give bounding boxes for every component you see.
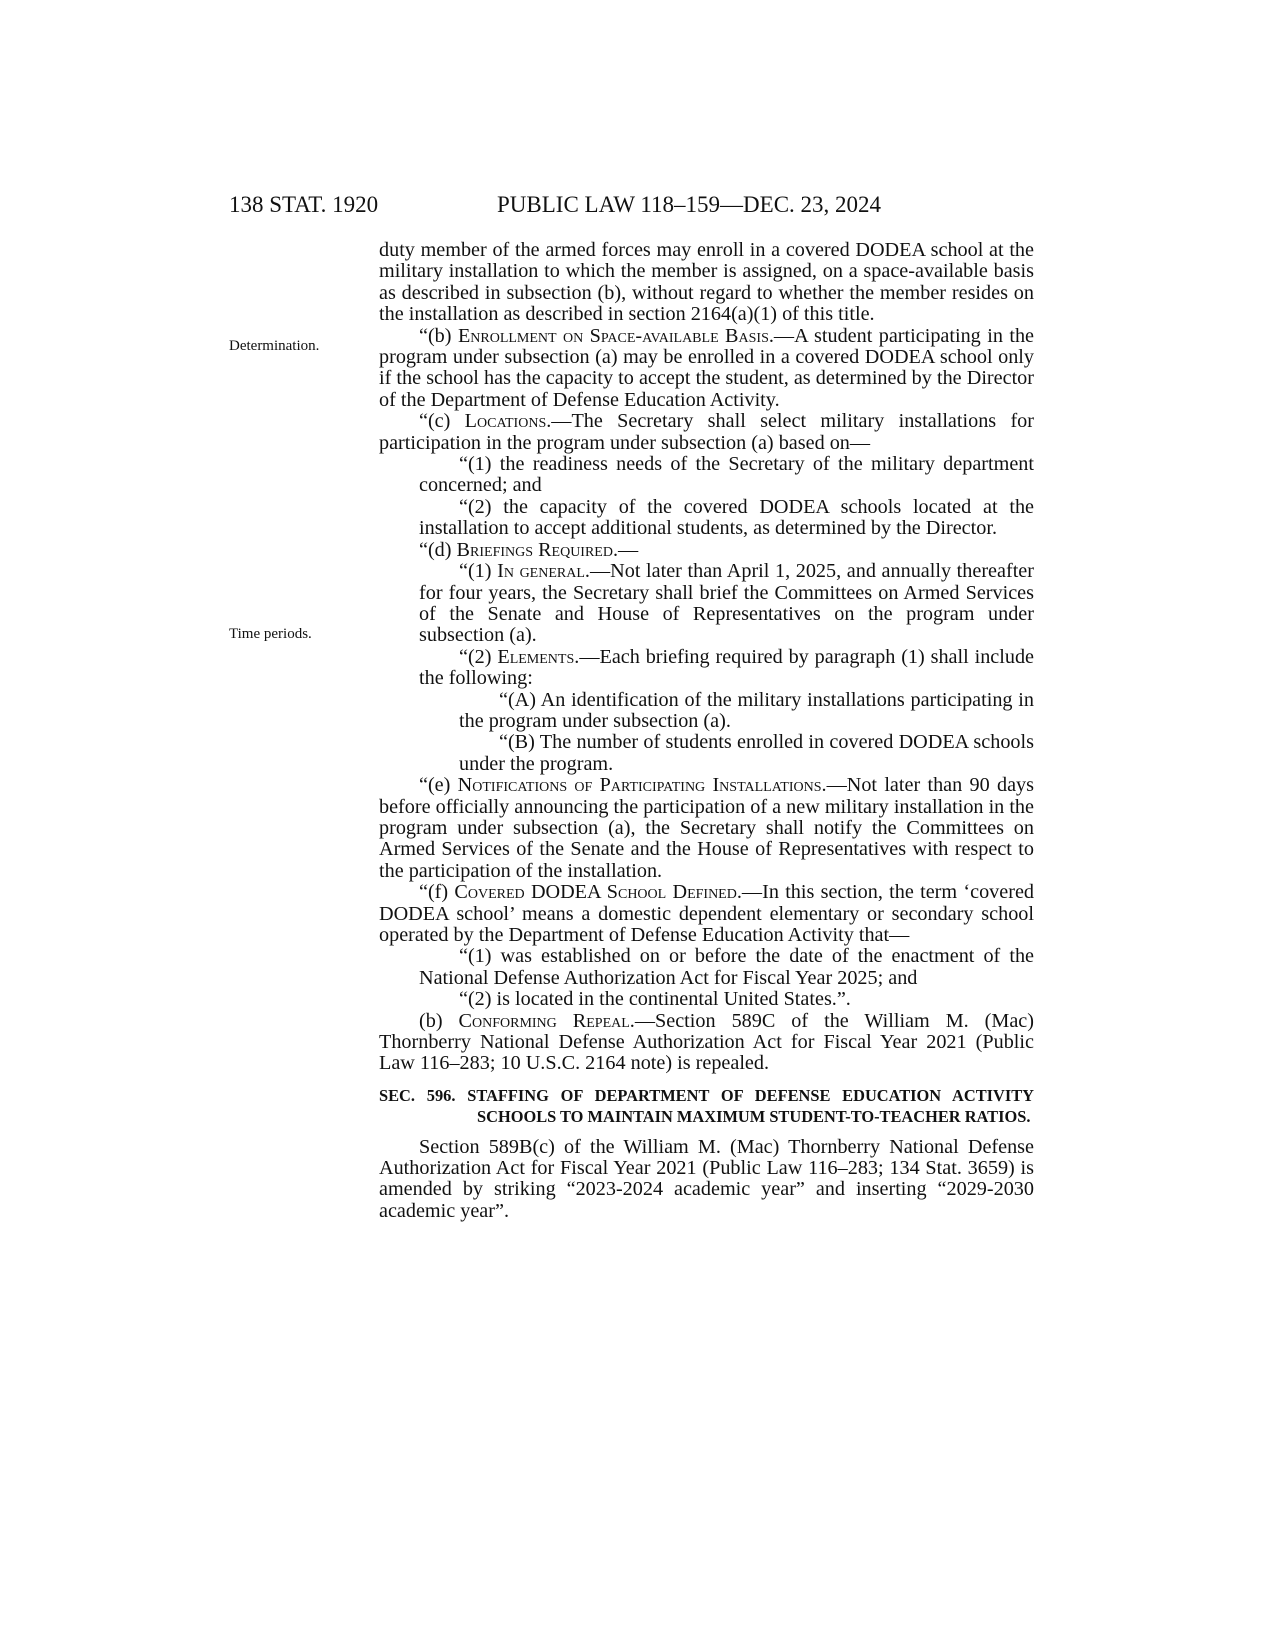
subsection-e-label: “(e)	[419, 774, 458, 797]
subsection-f-heading: Covered DODEA School Defined.	[454, 881, 742, 904]
subparagraph-d2a: “(A) An identification of the military installations participating in the program under subsection (a).	[459, 688, 1034, 732]
subsection-d-text: —	[618, 538, 639, 561]
paragraph-d2-heading: Elements.	[497, 645, 580, 668]
subsection-c-label: “(c)	[419, 410, 465, 433]
paragraph-c1: “(1) the readiness needs of the Secretary of the military department concerned; and	[419, 453, 1034, 497]
paragraph-d2-text: —Each briefing required by paragraph (1) shall include the following:	[419, 645, 1035, 690]
paragraph-d1-text: —Not later than April 1, 2025, and annually thereafter for four years, the Secretary shall brief the Committees on Armed Services of the Senate and House of Representatives on the program under subsection (a).	[419, 560, 1034, 647]
subsection-b	[379, 326, 1034, 412]
paragraph-c2: “(2) the capacity of the covered DODEA schools located at the installation to accept additional students, as determined by the Director.	[419, 495, 1034, 540]
paragraph-d1-label: “(1)	[459, 560, 498, 583]
law-title: PUBLIC LAW 118–159—DEC. 23, 2024	[497, 192, 882, 217]
subsection-b-label: “(b)	[419, 324, 458, 347]
conforming-repeal	[379, 1011, 1034, 1075]
section-596-heading: SEC. 596. STAFFING OF DEPARTMENT OF DEFENSE EDUCATION ACTIVITY SCHOOLS TO MAINTAIN MAXIMUM STUDENT-TO-TEACHER RATIOS.	[379, 1085, 1034, 1127]
subsection-f	[379, 882, 1034, 946]
margin-note-time-periods: Time periods.	[229, 626, 312, 642]
subsection-b-heading: Enrollment on Space-available Basis.	[457, 324, 774, 347]
subsection-d-label: “(d)	[419, 538, 457, 561]
subsection-d-heading: Briefings Required.	[456, 538, 619, 561]
subsection-e-text: —Not later than 90 days before officially announcing the participation of a new military installation in the program under subsection (a), the Secretary shall notify the Committees on Armed Services of the Senate and the House of Representatives with respect to the participation of the installation.	[379, 774, 1035, 882]
margin-note-determination: Determination.	[229, 338, 320, 354]
subsection-f-label: “(f)	[419, 881, 455, 904]
subsection-c	[379, 411, 1034, 454]
paragraph-f2: “(2) is located in the continental United States.”.	[459, 988, 851, 1011]
section-596-text: Section 589B(c) of the William M. (Mac) Thornberry National Defense Authorization Act for Fiscal Year 2021 (Public Law 116–283; 134 Stat. 3659) is amended by striking “2023-2024 academic year” and inserting “2029-2030 academic year”.	[379, 1135, 1034, 1222]
paragraph-d1	[379, 561, 1034, 647]
paragraph-continuation: duty member of the armed forces may enroll in a covered DODEA school at the military installation to which the member is assigned, on a space-available basis as described in subsection (b), without regard to whether the member resides on the installation as described in section 2164(a)(1) of this title.	[379, 239, 1034, 326]
subsection-e	[379, 775, 1034, 882]
subsection-f-text: —In this section, the term ‘covered DODEA school’ means a domestic dependent elementary or secondary school operated by the Department of Defense Education Activity that—	[379, 881, 1034, 946]
subsection-b-text: —A student participating in the program under subsection (a) may be enrolled in a covered DODEA school only if the school has the capacity to accept the student, as determined by the Director of the Department of Defense Education Activity.	[379, 324, 1035, 411]
conforming-repeal-label: (b)	[419, 1009, 459, 1032]
conforming-repeal-heading: Conforming Repeal.	[458, 1009, 635, 1032]
page-header	[229, 189, 1029, 221]
subparagraph-d2b: “(B) The number of students enrolled in covered DODEA schools under the program.	[459, 731, 1034, 775]
subsection-c-heading: Locations.	[464, 410, 552, 433]
paragraph-d1-heading: In general.	[497, 560, 590, 583]
paragraph-f1: “(1) was established on or before the date of the enactment of the National Defense Authorization Act for Fiscal Year 2025; and	[419, 945, 1034, 989]
subsection-c-text: —The Secretary shall select military installations for participation in the program under subsection (a) based on—	[379, 410, 1034, 454]
document-body	[379, 240, 1034, 1222]
conforming-repeal-text: —Section 589C of the William M. (Mac) Thornberry National Defense Authorization Act for Fiscal Year 2021 (Public Law 116–283; 10 U.S.C. 2164 note) is repealed.	[379, 1009, 1034, 1075]
stat-citation: 138 STAT. 1920	[229, 192, 379, 217]
paragraph-d2-label: “(2)	[459, 645, 498, 668]
paragraph-d2	[379, 647, 1034, 690]
subsection-d	[379, 540, 1034, 561]
subsection-e-heading: Notifications of Participating Installations.	[457, 774, 827, 797]
